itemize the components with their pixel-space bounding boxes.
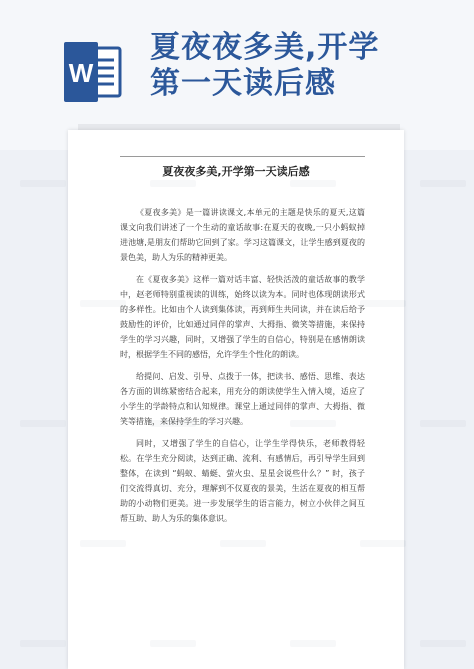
paragraph-1: 《夏夜多美》是一篇讲读课文,本单元的主题是快乐的夏天,这篇课文向我们讲述了一个生动的童话故事:在夏天的夜晚,一只小蚂蚁掉进池塘,是朋友们帮助它回到了家。学习这篇课文，让学生感到夏夜的景色美，助人为乐的精神更美。: [120, 208, 365, 262]
banner-heading-line2: 第一天读后感: [150, 66, 336, 101]
banner-heading: [150, 30, 460, 102]
document-title: 夏夜夜多美,开学第一天读后感: [162, 165, 310, 178]
document-page: [68, 130, 404, 669]
word-letter: W: [68, 58, 94, 88]
paragraph-2: 在《夏夜多美》这样一篇对话丰富、轻快活泼的童话故事的教学中，赵老师特别重视读的训练，始终以读为本。同时也体现朗读形式的多样性。比如由个人读到集体读，再到师生共同读，并在读后给予鼓励性的评价，比如通过同伴的掌声、大拇指、微笑等措施，来保持学生的学习兴趣，同时，又增强了学生的自信心，特别是在感情朗读时，根据学生不同的感悟，允许学生个性化的朗读。: [120, 275, 365, 359]
document-body: [120, 205, 365, 533]
banner-heading-line1: 夏夜夜多美,开学: [150, 30, 380, 65]
paragraph-4: 同时，又增强了学生的自信心，让学生学得快乐，老师教得轻松。在学生充分阅读，达到正确、流利、有感情后，再引导学生回到整体，在读到 “蚂蚁、蜻蜓、萤火虫、星星会说些什么？” 时，孩子们交流得真切、充分，理解到不仅夏夜的景美，生活在夏夜的相互帮助的小动物们更美。进一步发展学生的语言能力，树立小伙伴之间互帮互助、助人为乐的集体意识。: [120, 439, 365, 523]
word-document-icon: [62, 40, 122, 104]
header-rule: [120, 156, 365, 157]
paragraph-3: 给提问、启发、引导、点拨于一体，把读书、感悟、思维、表达各方面的训练紧密结合起来，用充分的朗读使学生入情入境，适应了小学生的学龄特点和认知规律。课堂上通过同伴的掌声、大拇指、微笑等措施，来保持学生的学习兴趣。: [120, 372, 365, 426]
